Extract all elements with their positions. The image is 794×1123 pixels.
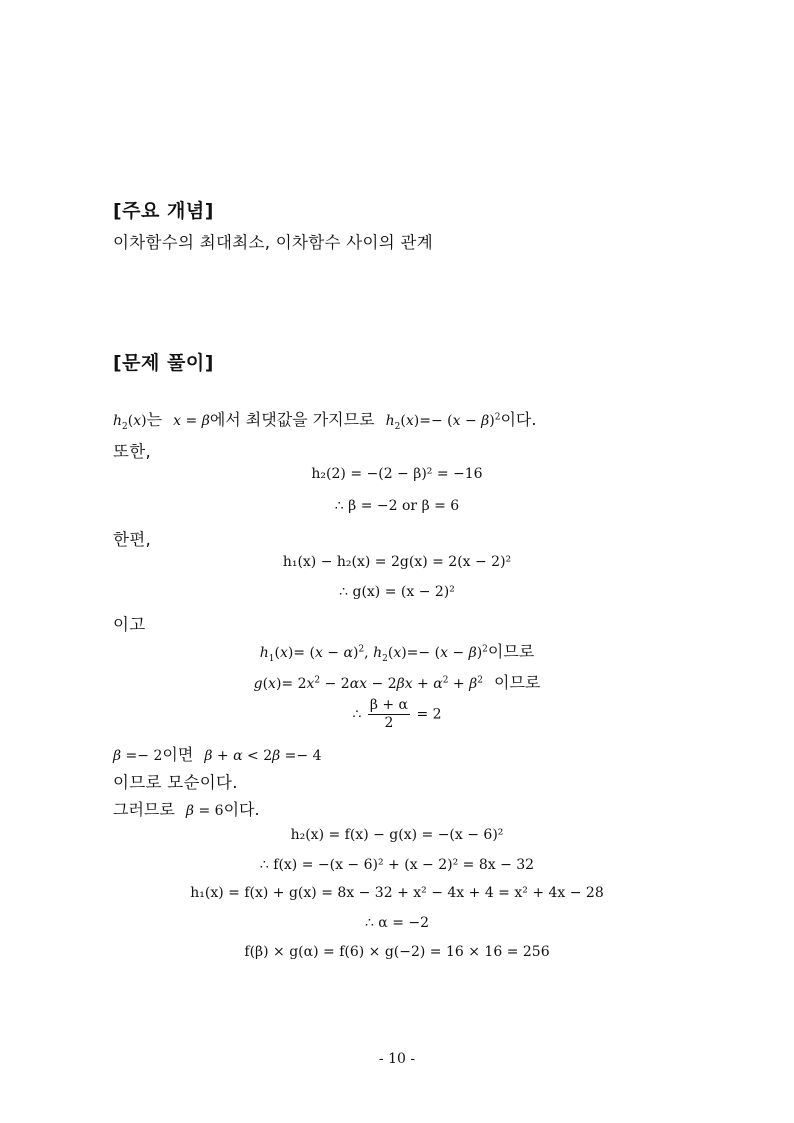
fraction xyxy=(368,697,410,732)
equation-1: h₂(2) = −(2 − β)² = −16 xyxy=(311,466,483,482)
concept-heading: [주요 개념] xyxy=(113,200,214,222)
equation-fraction xyxy=(0,697,794,732)
also-text: 또한, xyxy=(113,442,152,461)
therefore-word-2: 이다. xyxy=(223,800,260,819)
fraction-rhs: = 2 xyxy=(416,706,442,723)
beta-case-line: β =− 2이면 β + α < 2β =− 4 xyxy=(113,745,322,764)
contradiction-text: 이므로 모순이다. xyxy=(113,773,238,792)
equation-11: f(β) × g(α) = f(6) × g(−2) = 16 × 16 = 256 xyxy=(244,944,550,960)
equation-2-a: ∴ β = −2 xyxy=(334,498,398,514)
line1-word-1: 는 xyxy=(146,410,163,429)
therefore-word-1: 그러므로 xyxy=(113,800,175,819)
equation-10: ∴ α = −2 xyxy=(364,915,430,931)
equation-9: h₁(x) = f(x) + g(x) = 8x − 32 + x² − 4x + 4 = x² + 4x − 28 xyxy=(190,885,604,901)
equation-2 xyxy=(0,498,794,514)
concept-text: 이차함수의 최대최소, 이차함수 사이의 관계 xyxy=(113,233,434,252)
therefore-line: 그러므로 β = 6이다. xyxy=(113,800,260,819)
beta-case-word: 이면 xyxy=(162,745,194,764)
fraction-numerator: β + α xyxy=(369,697,408,713)
fraction-denominator: 2 xyxy=(384,715,394,731)
line1-word-2: 에서 최댓값을 가지므로 xyxy=(209,410,375,429)
equation-5-suffix: 이므로 xyxy=(487,642,535,661)
equation-7: h₂(x) = f(x) − g(x) = −(x − 6)² xyxy=(290,827,504,843)
page-number: - 10 - xyxy=(378,1051,416,1067)
solution-heading: [문제 풀이] xyxy=(113,352,214,374)
equation-8: ∴ f(x) = −(x − 6)² + (x − 2)² = 8x − 32 xyxy=(259,857,535,873)
equation-4: ∴ g(x) = (x − 2)² xyxy=(339,584,455,600)
equation-6: $g(x)= 2x^2 - 2\alpha x - 2\beta x + \alpha^2 + \beta^2$ 이므로 xyxy=(253,673,541,692)
therefore-symbol: ∴ xyxy=(352,706,362,723)
meanwhile-text: 한편, xyxy=(113,530,152,549)
equation-3: h₁(x) − h₂(x) = 2g(x) = 2(x − 2)² xyxy=(282,554,512,570)
line1-word-3: 이다. xyxy=(500,410,537,429)
and-text: 이고 xyxy=(113,615,146,634)
equation-5: $h_1(x)= (x - \alpha)^2$, $h_2(x)=- (x - \beta)^2$이므로 xyxy=(259,642,535,664)
equation-6-suffix: 이므로 xyxy=(494,673,541,692)
equation-2-b: β = 6 xyxy=(421,498,460,514)
equation-2-or: or xyxy=(401,498,418,514)
solution-line-1: $h_2(x)$는 x = β에서 최댓값을 가지므로 $h_2(x)=- (x - \beta)^2$이다. xyxy=(113,410,537,432)
